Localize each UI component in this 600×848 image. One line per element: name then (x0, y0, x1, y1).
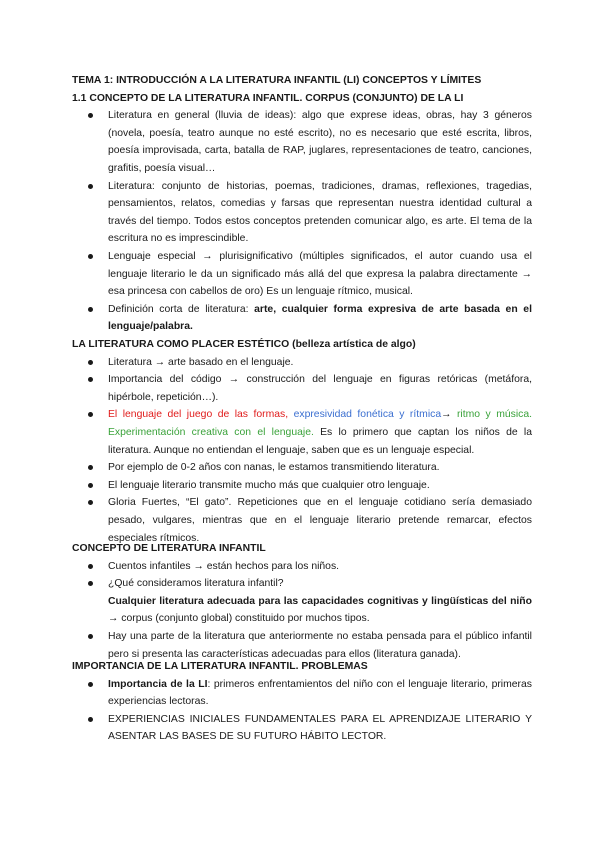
bullet-icon (88, 564, 93, 569)
list-item-text: ¿Qué consideramos literatura infantil? (108, 578, 284, 590)
definition-bold-text: arte, cualquier forma expresiva de arte basada en el lenguaje/palabra. (108, 303, 532, 333)
bullet-list-placer (72, 354, 532, 548)
bullet-icon (88, 682, 93, 687)
sub-paragraph-text: → corpus (conjunto global) constituido por muchos tipos. (108, 613, 370, 625)
bullet-icon (88, 717, 93, 722)
section-placer-estetico (72, 336, 532, 547)
bullet-icon (88, 113, 93, 118)
bullet-list-concepto (72, 107, 532, 336)
section-heading-placer: LA LITERATURA COMO PLACER ESTÉTICO (belleza artística de algo) (72, 339, 416, 350)
list-item (72, 301, 532, 336)
section-heading-importancia: IMPORTANCIA DE LA LITERATURA INFANTIL. PROBLEMAS (72, 661, 368, 672)
list-item (72, 248, 532, 301)
green-text: Experimentación creativa con el lenguaje. (108, 426, 314, 438)
bullet-icon (88, 581, 93, 586)
document-title: TEMA 1: INTRODUCCIÓN A LA LITERATURA INFANTIL (LI) CONCEPTOS Y LÍMITES (72, 75, 482, 86)
bullet-icon (88, 634, 93, 639)
green-text: ritmo y música. (451, 409, 532, 421)
list-item-text: El lenguaje literario transmite mucho más que cualquier otro lenguaje. (108, 479, 430, 491)
list-item-text: Es lo primero que captan los niños de la literatura. Aunque no entiendan el lenguaje, saben que es un lenguaje especial. (108, 426, 532, 456)
bullet-icon (88, 483, 93, 488)
bullet-list-infantil (72, 558, 532, 593)
section-importancia (72, 658, 532, 746)
bullet-icon (88, 184, 93, 189)
list-item-text: Importancia del código → construcción del lenguaje en figuras retóricas (metáfora, hipérbole, repetición…). (108, 374, 532, 403)
bold-text: Importancia de la LI (108, 678, 208, 690)
list-item (72, 558, 532, 576)
red-text: El lenguaje del juego de las formas, (108, 409, 289, 421)
blue-text: expresividad fonética y rítmica (288, 409, 442, 421)
list-item-text: Lenguaje especial → plurisignificativo (múltiples significados, el autor cuando usa el lenguaje literario le da un significado más allá del que expresa la palabra directamente → esa princesa con cabellos de oro) Es un lenguaje rítmico, musical. (108, 250, 532, 298)
list-item (72, 459, 532, 477)
list-item (72, 107, 532, 177)
list-item (72, 406, 532, 459)
list-item-text: EXPERIENCIAS INICIALES FUNDAMENTALES PARA EL APRENDIZAJE LITERARIO Y ASENTAR LAS BASES DE SU FUTURO HÁBITO LECTOR. (108, 713, 532, 743)
list-item-text: Cuentos infantiles → están hechos para los niños. (108, 560, 340, 572)
list-item (72, 354, 532, 372)
list-item (72, 178, 532, 248)
list-item-text: Gloria Fuertes, “El gato”. Repeticiones que en el lenguaje cotidiano sería demasiado pesado, vulgares, mientras que en el lenguaje literario pretende remarcar, efectos especiales rítmicos. (108, 497, 532, 544)
list-item-text: Por ejemplo de 0-2 años con nanas, le estamos transmitiendo literatura. (108, 462, 440, 474)
list-item (72, 711, 532, 746)
bullet-icon (88, 465, 93, 470)
section-literatura-infantil (72, 540, 532, 663)
list-item-text: Hay una parte de la literatura que anteriormente no estaba pensada para el público infantil pero si presenta las características adecuadas para ellos (literatura ganada). (108, 630, 532, 660)
list-item (72, 371, 532, 406)
sub-paragraph (72, 593, 532, 628)
bullet-icon (88, 412, 93, 417)
list-item (72, 575, 532, 593)
list-item-text: Literatura en general (lluvia de ideas): algo que exprese ideas, obras, hay 3 géneros (novela, poesía, teatro aunque no esté escrito), no es necesario que esté escrita, libros, poesía improvisada, carta, batalla de RAP, juglares, representaciones de teatro, canciones, grafitis, poesía visual… (108, 110, 532, 174)
section-heading-infantil: CONCEPTO DE LITERATURA INFANTIL (72, 543, 266, 554)
list-item-text: : primeros enfrentamientos del niño con el lenguaje literario, primeras experiencias lectoras. (108, 678, 532, 708)
list-item (72, 676, 532, 711)
bullet-icon (88, 307, 93, 312)
list-item-text: Literatura: conjunto de historias, poemas, tradiciones, dramas, reflexiones, tragedias, pensamientos, relatos, comedias y farsas que representan nuestra identidad cultural a través del tiempo. Todos estos conceptos pretenden comunicar algo, es arte. El tema de la escritura no es imprescindible. (108, 180, 532, 245)
arrow-text: → (441, 409, 452, 421)
list-item (72, 477, 532, 495)
bullet-icon (88, 377, 93, 382)
bold-text: Cualquier literatura adecuada para las capacidades cognitivas y lingüísticas del niño (108, 595, 532, 607)
list-item-text: Literatura → arte basado en el lenguaje. (108, 356, 294, 368)
bullet-icon (88, 254, 93, 259)
bullet-icon (88, 360, 93, 365)
bullet-icon (88, 500, 93, 505)
section-heading-concepto: 1.1 CONCEPTO DE LA LITERATURA INFANTIL. CORPUS (CONJUNTO) DE LA LI (72, 92, 464, 104)
section-intro (72, 72, 532, 336)
list-item-text: Definición corta de literatura: (108, 303, 255, 315)
bullet-list-importancia (72, 676, 532, 746)
